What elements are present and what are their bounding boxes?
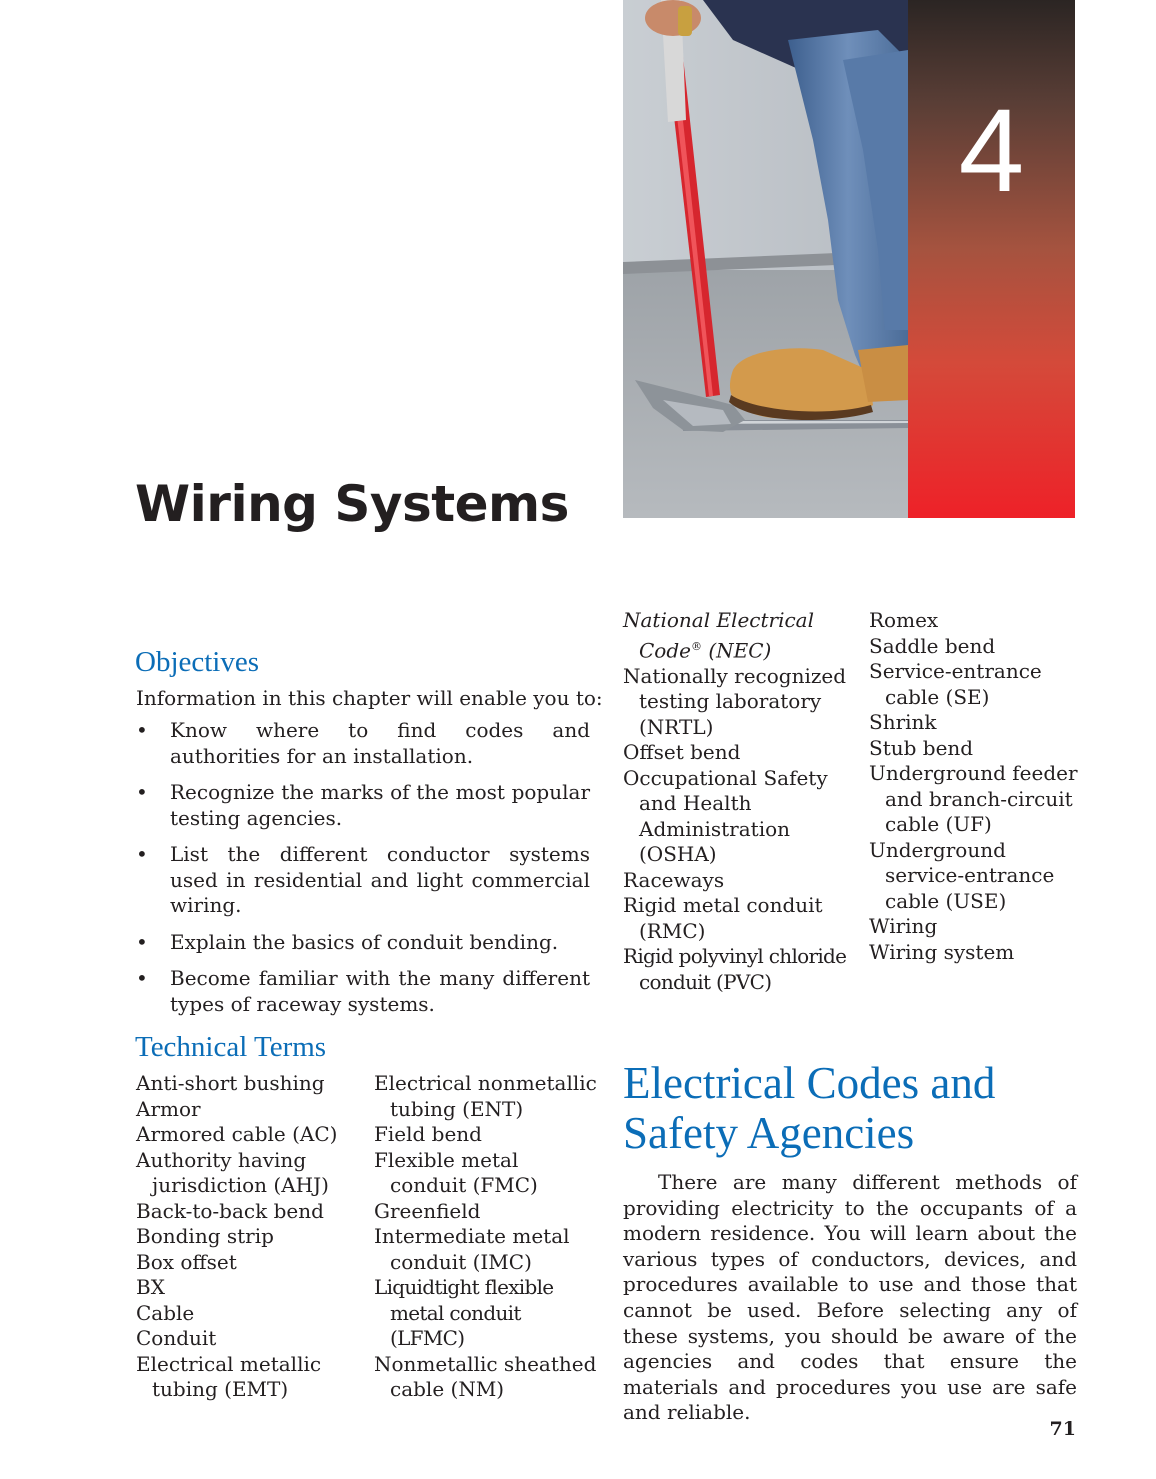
objective-text: List the different conductor systems used in residential and light commercial wiring. [170, 842, 590, 917]
list-item: Stub bend [869, 735, 974, 760]
list-item: Wiring system [869, 939, 1015, 964]
list-item: Armored cable (AC) [136, 1122, 338, 1146]
objective-text: Explain the basics of conduit bending. [170, 929, 559, 954]
bullet-icon: • [136, 842, 148, 866]
section-heading: Electrical Codes and Safety Agencies [623, 1058, 996, 1158]
list-item: BX [136, 1275, 165, 1299]
term-text: National Electrical Code [623, 608, 815, 663]
page-number: 71 [1049, 1418, 1076, 1440]
list-item: Intermediate metal conduit (IMC) [374, 1224, 570, 1274]
list-item: Wiring [869, 914, 938, 938]
list-item [136, 718, 590, 769]
list-item: Nonmetallic sheathed cable (NM) [374, 1351, 597, 1401]
list-item: Field bend [374, 1122, 482, 1146]
chapter-title: Wiring Systems [135, 475, 569, 533]
list-item: Armor [136, 1096, 201, 1121]
terms-column-2 [374, 1071, 599, 1403]
list-item [136, 842, 590, 919]
list-item: Service-entrance cable (SE) [869, 659, 1042, 709]
list-item: Nationally recognized testing laboratory (NRTL) [623, 663, 847, 739]
objectives-list [136, 718, 590, 1028]
list-item: Saddle bend [869, 633, 996, 658]
list-item: Raceways [623, 867, 725, 892]
list-item: Back-to-back bend [136, 1198, 324, 1223]
list-item: Liquidtight flexible metal conduit (LFMC) [374, 1275, 554, 1350]
objectives-heading: Objectives [135, 646, 260, 678]
objective-text: Recognize the marks of the most popular testing agencies. [170, 780, 590, 830]
bullet-icon: • [136, 966, 148, 990]
list-item: Underground feeder and branch-circuit cable (UF) [869, 761, 1078, 836]
technical-terms-heading: Technical Terms [135, 1031, 327, 1063]
list-item: Bonding strip [136, 1224, 274, 1248]
list-item: Flexible metal conduit (FMC) [374, 1147, 538, 1197]
objectives-intro: Information in this chapter will enable you to: [136, 686, 603, 710]
list-item: Authority having jurisdiction (AHJ) [136, 1147, 329, 1197]
bullet-icon: • [136, 929, 148, 954]
list-item: Underground service-entrance cable (USE) [869, 837, 1055, 913]
section-body: There are many different methods of providing electricity to the occupants of a modern residence. You will learn about the various types of conductors, devices, and procedures available to use and those that cannot be used. Before selecting any of these systems, you should be aware of the agencies and codes that ensure the materials and procedures you use are safe and reliable. [623, 1170, 1077, 1425]
list-item: Electrical nonmetallic tubing (ENT) [374, 1071, 597, 1121]
terms-column-3 [623, 608, 863, 995]
list-item: Box offset [136, 1249, 237, 1274]
list-item: Occupational Safety and Health Administration (OSHA) [623, 765, 828, 867]
list-item: Offset bend [623, 740, 741, 765]
list-item: Conduit [136, 1326, 217, 1350]
chapter-photo [623, 0, 908, 518]
chapter-band [908, 0, 1075, 518]
list-item: Anti-short bushing [136, 1071, 325, 1095]
list-item: Romex [869, 608, 939, 632]
bullet-icon: • [136, 780, 148, 804]
list-item [136, 930, 590, 956]
list-item [623, 608, 863, 664]
photo-conduit-bender-icon [623, 0, 908, 518]
list-item: Rigid metal conduit (RMC) [623, 893, 823, 943]
list-item: Rigid polyvinyl chloride conduit (PVC) [623, 944, 847, 994]
list-item: Cable [136, 1300, 195, 1325]
list-item: Greenfield [374, 1198, 481, 1223]
list-item [136, 780, 590, 831]
registered-mark: ® [690, 639, 702, 653]
chapter-number: 4 [958, 85, 1025, 217]
list-item: Shrink [869, 710, 937, 734]
term-suffix: (NEC) [701, 638, 772, 663]
bullet-icon: • [136, 718, 148, 742]
list-item [136, 966, 590, 1017]
objective-text: Become familiar with the many different types of raceway systems. [170, 966, 590, 1016]
objective-text: Know where to find codes and authorities for an installation. [170, 718, 590, 768]
list-item: Electrical metallic tubing (EMT) [136, 1351, 322, 1401]
terms-column-1 [136, 1071, 366, 1403]
terms-column-4 [869, 608, 1079, 965]
